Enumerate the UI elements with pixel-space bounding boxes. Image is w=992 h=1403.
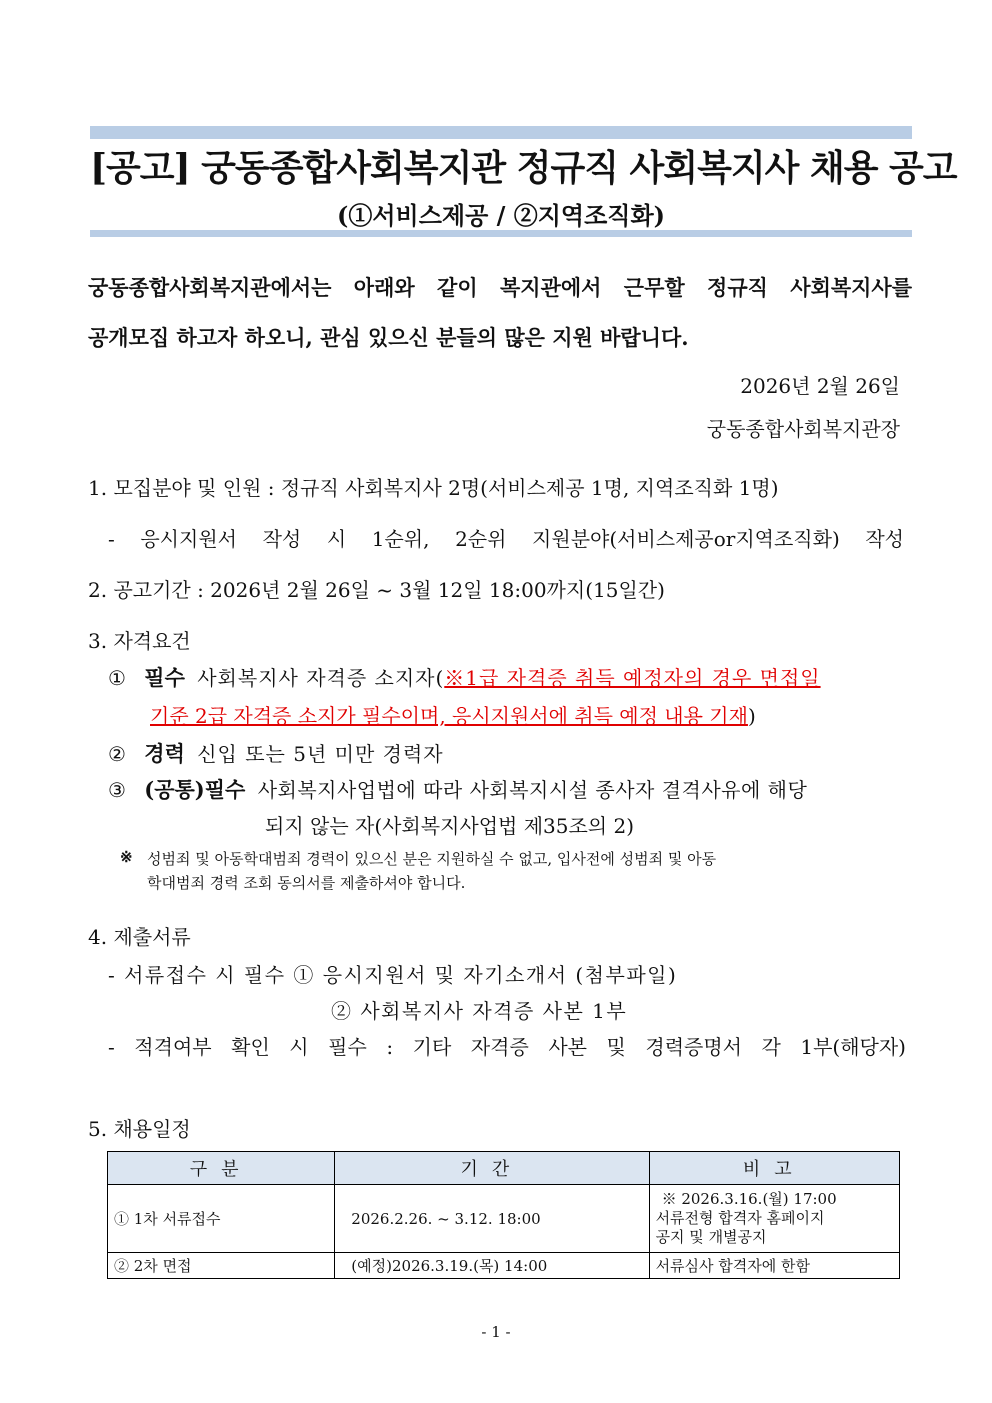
section-1-sub: - 응시지원서 작성 시 1순위, 2순위 지원분야(서비스제공or지역조직화) 작성 <box>108 527 904 551</box>
requirement-1-text: 사회복지사 자격증 소지자( <box>197 666 445 690</box>
table-header-row <box>108 1152 900 1185</box>
signer: 궁동종합사회복지관장 <box>706 417 900 441</box>
requirement-2-text: 신입 또는 5년 미만 경력자 <box>197 742 444 766</box>
requirement-1-close: ) <box>747 704 756 728</box>
page-subtitle: (①서비스제공 / ②지역조직화) <box>336 201 666 230</box>
requirement-1 <box>108 662 821 692</box>
requirement-2 <box>108 738 444 768</box>
table-note-line: 서류전형 합격자 홈페이지 <box>655 1209 825 1227</box>
requirement-1-num: ① <box>108 666 126 690</box>
section-1-line: 1. 모집분야 및 인원 : 정규직 사회복지사 2명(서비스제공 1명, 지역조직화 1명) <box>88 476 779 500</box>
intro-line-1: 궁동종합사회복지관에서는 아래와 같이 복지관에서 근무할 정규직 사회복지사를 <box>88 275 912 300</box>
intro-line-2: 공개모집 하고자 하오니, 관심 있으신 분들의 많은 지원 바랍니다. <box>88 325 689 350</box>
requirement-3 <box>108 774 807 804</box>
requirement-2-label: 경력 <box>144 741 185 766</box>
table-header: 구분 <box>108 1152 335 1185</box>
requirement-2-num: ② <box>108 742 126 766</box>
table-header: 기간 <box>335 1152 649 1185</box>
page-title: [공고] 궁동종합사회복지관 정규직 사회복지사 채용 공고 <box>90 147 957 189</box>
table-row <box>108 1253 900 1279</box>
table-cell-note: 서류심사 합격자에 한함 <box>649 1253 899 1279</box>
table-row <box>108 1185 900 1253</box>
table-cell-note <box>649 1185 899 1253</box>
requirement-1-red-2: 기준 2급 자격증 소지가 필수이며, 응시지원서에 취득 예정 내용 기재 <box>150 704 748 728</box>
note-line-2: 학대범죄 경력 조회 동의서를 제출하셔야 합니다. <box>147 874 466 892</box>
section-4-line-3: - 적격여부 확인 시 필수 : 기타 자격증 사본 및 경력증명서 각 1부(해당자) <box>108 1035 906 1059</box>
requirement-3-text-1: 사회복지사업법에 따라 사회복지시설 종사자 결격사유에 해당 <box>257 778 808 802</box>
section-4-heading: 4. 제출서류 <box>88 925 191 949</box>
note-mark: ※ <box>120 848 133 866</box>
requirement-1-label: 필수 <box>144 665 185 690</box>
section-5-heading: 5. 채용일정 <box>88 1117 191 1141</box>
requirement-1-cont <box>150 700 756 729</box>
table-cell-stage: ② 2차 면접 <box>108 1253 335 1279</box>
page-number: - 1 - <box>481 1323 511 1341</box>
requirement-1-red-1: ※1급 자격증 취득 예정자의 경우 면접일 <box>444 666 821 690</box>
requirement-3-text-2: 되지 않는 자(사회복지사업법 제35조의 2) <box>265 814 635 838</box>
section-4-line-1: - 서류접수 시 필수 ① 응시지원서 및 자기소개서 (첨부파일) <box>108 963 678 987</box>
table-note-line: ※ 2026.3.16.(월) 17:00 <box>661 1190 837 1208</box>
section-3-heading: 3. 자격요건 <box>88 629 191 653</box>
table-note-line: 공지 및 개별공지 <box>655 1228 767 1246</box>
announcement-date: 2026년 2월 26일 <box>740 374 900 398</box>
title-top-bar <box>90 126 912 139</box>
note-line-1: 성범죄 및 아동학대범죄 경력이 있으신 분은 지원하실 수 없고, 입사전에 성범죄 및 아동 <box>147 850 717 868</box>
requirement-3-num: ③ <box>108 778 126 802</box>
section-4-line-2: ② 사회복지사 자격증 사본 1부 <box>331 999 628 1023</box>
section-2-line: 2. 공고기간 : 2026년 2월 26일 ~ 3월 12일 18:00까지(15일간) <box>88 578 665 602</box>
table-cell-period: 2026.2.26. ~ 3.12. 18:00 <box>335 1185 649 1253</box>
table-cell-period: (예정)2026.3.19.(목) 14:00 <box>335 1253 649 1279</box>
table-cell-stage: ① 1차 서류접수 <box>108 1185 335 1253</box>
schedule-table <box>107 1151 900 1279</box>
requirement-3-label: (공통)필수 <box>144 777 246 802</box>
table-header: 비고 <box>649 1152 899 1185</box>
title-bottom-bar <box>90 230 912 237</box>
